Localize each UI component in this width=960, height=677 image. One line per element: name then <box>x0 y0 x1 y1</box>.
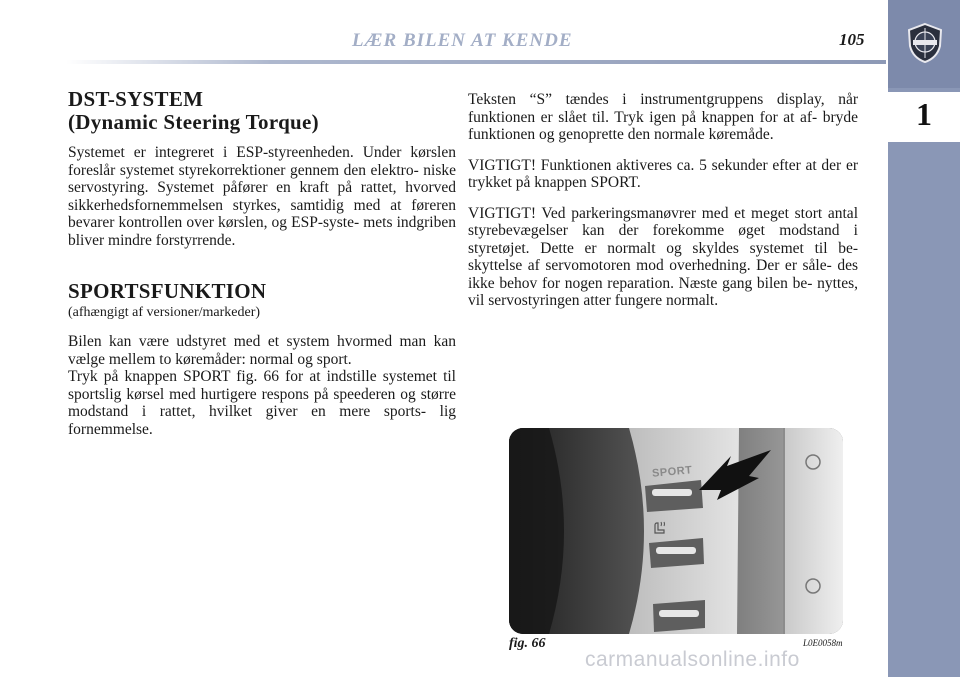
right-paragraph-2: VIGTIGT! Funktionen aktiveres ca. 5 sekunder efter at der er trykket på knappen SPORT. <box>468 156 858 191</box>
sport-paragraph-1: Bilen kan være udstyret med et system hvormed man kan vælge mellem to køremåder: normal og sport. <box>68 333 456 368</box>
right-paragraph-1: Teksten “S” tændes i instrumentgruppens display, når funktionen er slået til. Tryk igen på knappen for at af- bryde funktionen og genoprette den normale køremåde. <box>468 91 858 143</box>
dashboard-illustration <box>509 428 843 634</box>
right-paragraph-3: VIGTIGT! Ved parkeringsmanøvrer med et meget stort antal styrebevægelser kan der forekomme øget modstand i styretøjet. Dette er normalt og skyldes systemet til be- skyttelse af servomotoren mod overhedning. Der er såle- des ikke behov for nogen reparation. Næste gang bilen be- nyttes, vil servostyringen atter fungere normalt. <box>468 204 858 309</box>
figure-sport-button <box>509 428 843 634</box>
dst-paragraph: Systemet er integreret i ESP-styreenheden. Under kørslen foreslår systemet styrekorrektioner gennem den elektro- niske servostyring. Systemet påfører en kraft på rattet, hvorved sikkerhedsfornemmelsen styrkes, samtidig med at føreren bevarer kontrollen over kørslen, og ESP-syste- mets indgriben bliver mindre forstyrrende. <box>68 144 456 249</box>
left-column <box>68 88 456 451</box>
watermark: carmanualsonline.info <box>585 648 800 671</box>
sport-heading: SPORTSFUNKTION <box>68 279 267 303</box>
seat-heater-icon <box>652 520 668 536</box>
sport-paragraph-2: Tryk på knappen SPORT fig. 66 for at indstille systemet til sportslig kørsel med hurtigere respons på speederen og større modstand i rattet, hvilket giver en mere sports- lig fornemmelse. <box>68 368 456 438</box>
header-rule <box>66 60 886 64</box>
running-header-title: LÆR BILEN AT KENDE <box>352 30 573 51</box>
figure-code: L0E0058m <box>803 638 843 648</box>
right-column <box>468 91 858 323</box>
lancia-logo-icon <box>906 22 944 64</box>
dst-heading-line1: DST-SYSTEM <box>68 87 204 111</box>
page-number: 105 <box>839 30 865 49</box>
sport-note: (afhængigt af versioner/markeder) <box>68 305 261 320</box>
chapter-sidebar <box>888 0 960 677</box>
arrow-pointer-icon <box>695 444 775 504</box>
sidebar-logo-area <box>888 0 960 88</box>
dst-heading-line2: (Dynamic Steering Torque) <box>68 110 319 134</box>
chapter-number: 1 <box>916 96 932 132</box>
sport-button-label: SPORT <box>651 464 693 480</box>
figure-caption: fig. 66 <box>509 636 546 651</box>
